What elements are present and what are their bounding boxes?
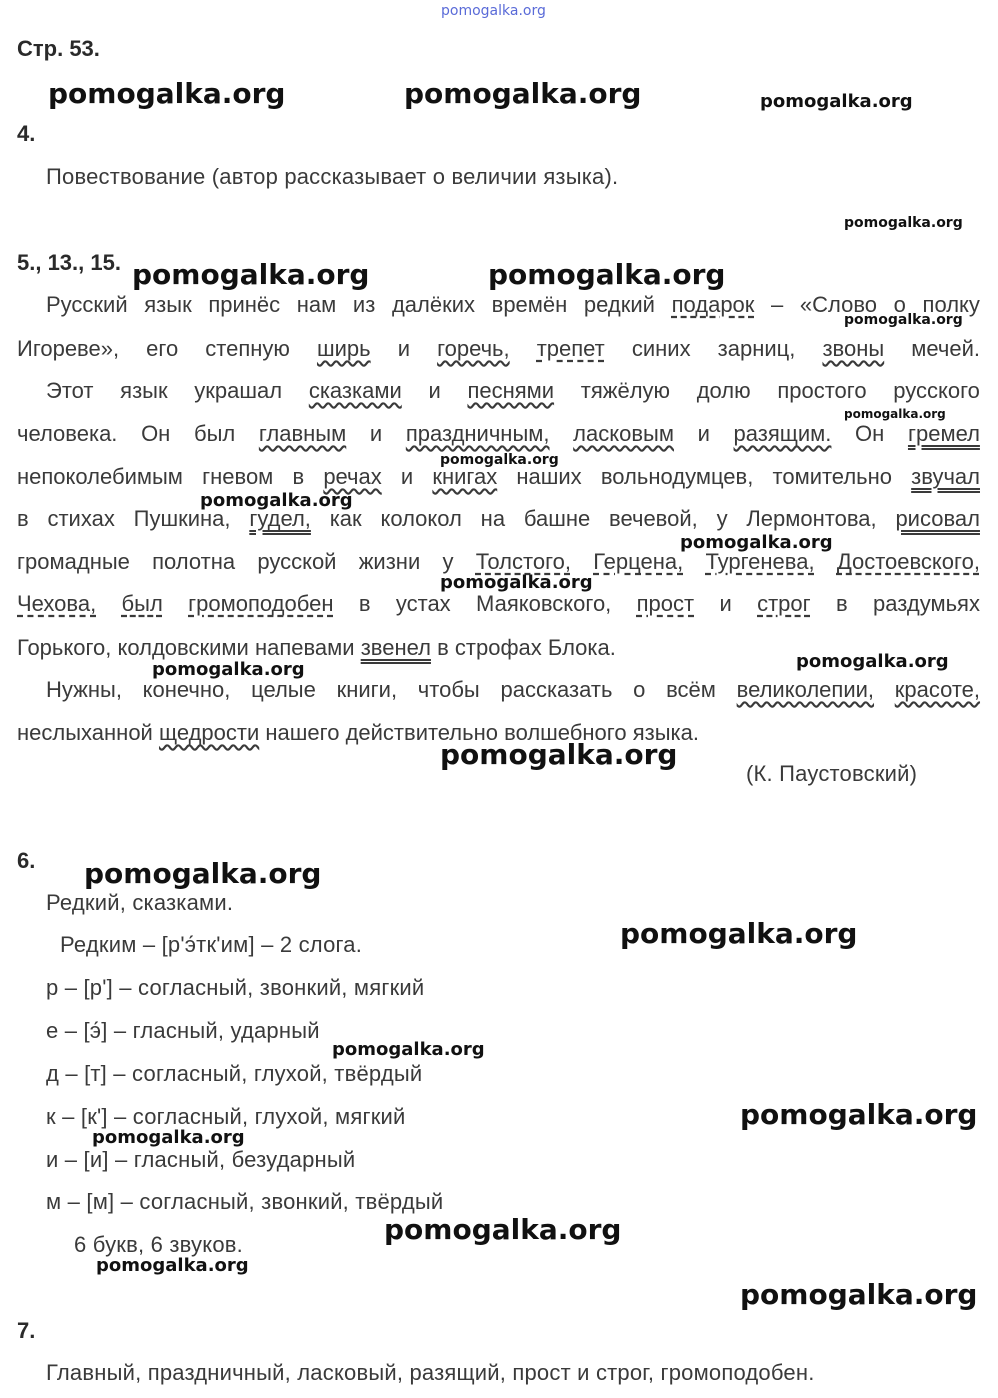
text-word: книгах bbox=[432, 464, 498, 489]
text-word: «Слово bbox=[799, 292, 878, 317]
text-word: и bbox=[428, 378, 441, 403]
letter-analysis-line: и – [и] – гласный, безударный bbox=[46, 1147, 356, 1172]
text-word: жизни bbox=[358, 549, 421, 574]
text-word: ширь bbox=[316, 336, 371, 361]
text-word: долю bbox=[696, 378, 751, 403]
text-word: и bbox=[369, 421, 383, 446]
text-word: трепет bbox=[536, 336, 605, 361]
watermark: pomogalka.org bbox=[620, 917, 858, 950]
letter-analysis-line: р – [р'] – согласный, звонкий, мягкий bbox=[46, 975, 425, 1000]
letter-analysis-line: м – [м] – согласный, звонкий, твёрдый bbox=[46, 1189, 444, 1214]
text-word: книги, bbox=[336, 677, 398, 702]
text-word: Герцена, bbox=[593, 549, 684, 574]
text-word: гремел bbox=[907, 421, 980, 446]
text-word: синих bbox=[631, 336, 691, 361]
watermark: pomogalka.org bbox=[440, 572, 593, 593]
text-word: напевами bbox=[254, 635, 355, 660]
text-word: наших bbox=[516, 464, 582, 489]
text-word: стихах bbox=[47, 506, 115, 531]
text-word: простого bbox=[777, 378, 867, 403]
text-word: тяжёлую bbox=[580, 378, 671, 403]
text-word: строфах bbox=[454, 635, 542, 660]
text-word: в bbox=[358, 591, 371, 616]
text-word: колдовскими bbox=[117, 635, 249, 660]
task-6-number: 6. bbox=[17, 848, 36, 873]
text-word: его bbox=[146, 336, 179, 361]
watermark: pomogalka.org bbox=[48, 77, 286, 110]
watermark: pomogalka.org bbox=[84, 857, 322, 890]
text-word: Блока. bbox=[547, 635, 616, 660]
text-word: нашего bbox=[265, 720, 340, 745]
task-7-answer: Главный, праздничный, ласковый, разящий, прост и строг, громоподобен. bbox=[46, 1360, 815, 1385]
text-word: звоны bbox=[822, 336, 885, 361]
text-word: Пушкина, bbox=[133, 506, 231, 531]
watermark: pomogalka.org bbox=[844, 407, 946, 421]
text-word: зарниц, bbox=[717, 336, 796, 361]
top-watermark: pomogalka.org bbox=[441, 3, 546, 19]
text-word: Нужны, bbox=[46, 677, 122, 702]
text-line bbox=[17, 591, 980, 617]
text-word: песнями bbox=[467, 378, 555, 403]
watermark: pomogalka.org bbox=[796, 651, 949, 672]
text-word: времён bbox=[491, 292, 568, 317]
text-word: на bbox=[480, 506, 506, 531]
watermark: pomogalka.org bbox=[844, 312, 963, 328]
text-word: устах bbox=[395, 591, 451, 616]
text-word: русской bbox=[257, 549, 337, 574]
text-word: Русский bbox=[46, 292, 128, 317]
text-word: чтобы bbox=[417, 677, 480, 702]
text-word: Лермонтова, bbox=[746, 506, 877, 531]
text-word: гудел, bbox=[249, 506, 311, 531]
text-word: степную bbox=[205, 336, 290, 361]
watermark: pomogalka.org bbox=[680, 532, 833, 553]
watermark: pomogalka.org bbox=[152, 659, 305, 680]
watermark: pomogalka.org bbox=[96, 1255, 249, 1276]
text-word: действительно bbox=[345, 720, 498, 745]
watermark: pomogalka.org bbox=[844, 215, 963, 231]
text-word: звучал bbox=[911, 464, 980, 489]
task-4-number: 4. bbox=[17, 121, 36, 146]
text-word: волшебного bbox=[504, 720, 627, 745]
text-word: полку bbox=[922, 292, 980, 317]
text-word: о bbox=[633, 677, 646, 702]
text-word: языка. bbox=[632, 720, 699, 745]
text-word: вечевой, bbox=[609, 506, 698, 531]
text-word: томительно bbox=[772, 464, 892, 489]
watermark: pomogalka.org bbox=[92, 1127, 245, 1148]
text-word: редкий bbox=[583, 292, 655, 317]
text-word: язык bbox=[120, 378, 168, 403]
text-word: мечей. bbox=[911, 336, 980, 361]
text-word: ласковым bbox=[573, 421, 674, 446]
text-author: (К. Паустовский) bbox=[746, 761, 918, 786]
text-word: главным bbox=[258, 421, 347, 446]
watermark: pomogalka.org bbox=[332, 1039, 485, 1060]
text-word: непоколебимым bbox=[17, 464, 183, 489]
page-reference: Стр. 53. bbox=[17, 36, 100, 61]
letter-analysis-line: е – [э́] – гласный, ударный bbox=[46, 1018, 320, 1043]
text-word: в bbox=[836, 591, 848, 616]
text-line bbox=[46, 292, 980, 318]
text-word: Маяковского, bbox=[476, 591, 612, 616]
text-word: раздумьях bbox=[873, 591, 980, 616]
text-word: громоподобен bbox=[188, 591, 334, 616]
text-word: подарок bbox=[671, 292, 755, 317]
text-word: разящим. bbox=[733, 421, 832, 446]
text-word: в bbox=[17, 506, 29, 531]
text-word: Достоевского, bbox=[836, 549, 980, 574]
text-word: и bbox=[400, 464, 414, 489]
text-word: громадные bbox=[17, 549, 130, 574]
text-line bbox=[17, 635, 616, 661]
text-word: вольнодумцев, bbox=[600, 464, 754, 489]
watermark: pomogalka.org bbox=[384, 1213, 622, 1246]
letter-analysis-line: д – [т] – согласный, глухой, твёрдый bbox=[46, 1061, 423, 1086]
text-word: щедрости bbox=[158, 720, 260, 745]
text-word: конечно, bbox=[142, 677, 231, 702]
text-word: человека. bbox=[17, 421, 118, 446]
text-word: Горького, bbox=[17, 635, 112, 660]
text-word: Толстого, bbox=[475, 549, 571, 574]
text-line bbox=[17, 421, 980, 447]
text-word: о bbox=[893, 292, 906, 317]
text-word: – bbox=[771, 292, 784, 317]
text-word: неслыханной bbox=[17, 720, 153, 745]
text-line bbox=[17, 336, 980, 362]
text-word: речах bbox=[323, 464, 382, 489]
text-word: был bbox=[193, 421, 236, 446]
watermark: pomogalka.org bbox=[440, 738, 678, 771]
text-word: прост bbox=[636, 591, 695, 616]
text-word: звенел bbox=[360, 635, 431, 660]
text-word: гневом bbox=[202, 464, 274, 489]
text-word: рассказать bbox=[500, 677, 613, 702]
text-word: целые bbox=[251, 677, 316, 702]
text-word: Он bbox=[855, 421, 885, 446]
text-word: башне bbox=[523, 506, 591, 531]
text-word: украшал bbox=[194, 378, 283, 403]
text-word: полотна bbox=[152, 549, 236, 574]
text-line bbox=[46, 677, 980, 703]
watermark: pomogalka.org bbox=[440, 452, 559, 468]
text-word: как bbox=[329, 506, 362, 531]
text-word: горечь, bbox=[437, 336, 510, 361]
text-word: красоте, bbox=[894, 677, 981, 702]
text-word: язык bbox=[144, 292, 192, 317]
text-line bbox=[17, 506, 980, 532]
text-word: у bbox=[442, 549, 454, 574]
watermark: pomogalka.org bbox=[488, 258, 726, 291]
text-word: рисовал bbox=[895, 506, 980, 531]
text-word: Этот bbox=[46, 378, 94, 403]
watermark: pomogalka.org bbox=[740, 1098, 978, 1131]
text-word: и bbox=[719, 591, 732, 616]
text-line bbox=[46, 378, 980, 404]
text-word: в bbox=[292, 464, 305, 489]
text-word: русского bbox=[893, 378, 980, 403]
task-5-number: 5., 13., 15. bbox=[17, 250, 121, 275]
text-word: сказками bbox=[308, 378, 402, 403]
text-word: Он bbox=[141, 421, 171, 446]
text-word: нам bbox=[296, 292, 337, 317]
watermark: pomogalka.org bbox=[760, 91, 913, 112]
text-word: великолепии, bbox=[736, 677, 875, 702]
text-word: Игореве», bbox=[17, 336, 120, 361]
text-word: был bbox=[121, 591, 163, 616]
watermark: pomogalka.org bbox=[200, 490, 353, 511]
watermark: pomogalka.org bbox=[132, 258, 370, 291]
letter-analysis-line: к – [к'] – согласный, глухой, мягкий bbox=[46, 1104, 406, 1129]
task-6-transcription: Редким – [р'э́тк'им] – 2 слога. bbox=[60, 932, 363, 957]
text-word: Чехова, bbox=[17, 591, 97, 616]
text-word: строг bbox=[757, 591, 811, 616]
text-word: и bbox=[697, 421, 710, 446]
task-6-summary: 6 букв, 6 звуков. bbox=[74, 1232, 243, 1257]
text-word: принёс bbox=[208, 292, 281, 317]
task-7-number: 7. bbox=[17, 1318, 36, 1343]
task-6-words: Редкий, сказками. bbox=[46, 890, 234, 915]
text-word: всём bbox=[666, 677, 716, 702]
text-word: далёких bbox=[391, 292, 475, 317]
text-word: колокол bbox=[380, 506, 462, 531]
text-word: из bbox=[352, 292, 376, 317]
watermark: pomogalka.org bbox=[740, 1278, 978, 1311]
task-4-answer: Повествование (автор рассказывает о величии языка). bbox=[46, 164, 619, 189]
text-word: и bbox=[397, 336, 410, 361]
text-word: Тургенева, bbox=[705, 549, 815, 574]
text-word: в bbox=[437, 635, 449, 660]
watermark: pomogalka.org bbox=[404, 77, 642, 110]
text-word: у bbox=[716, 506, 728, 531]
text-word: праздничным, bbox=[405, 421, 550, 446]
